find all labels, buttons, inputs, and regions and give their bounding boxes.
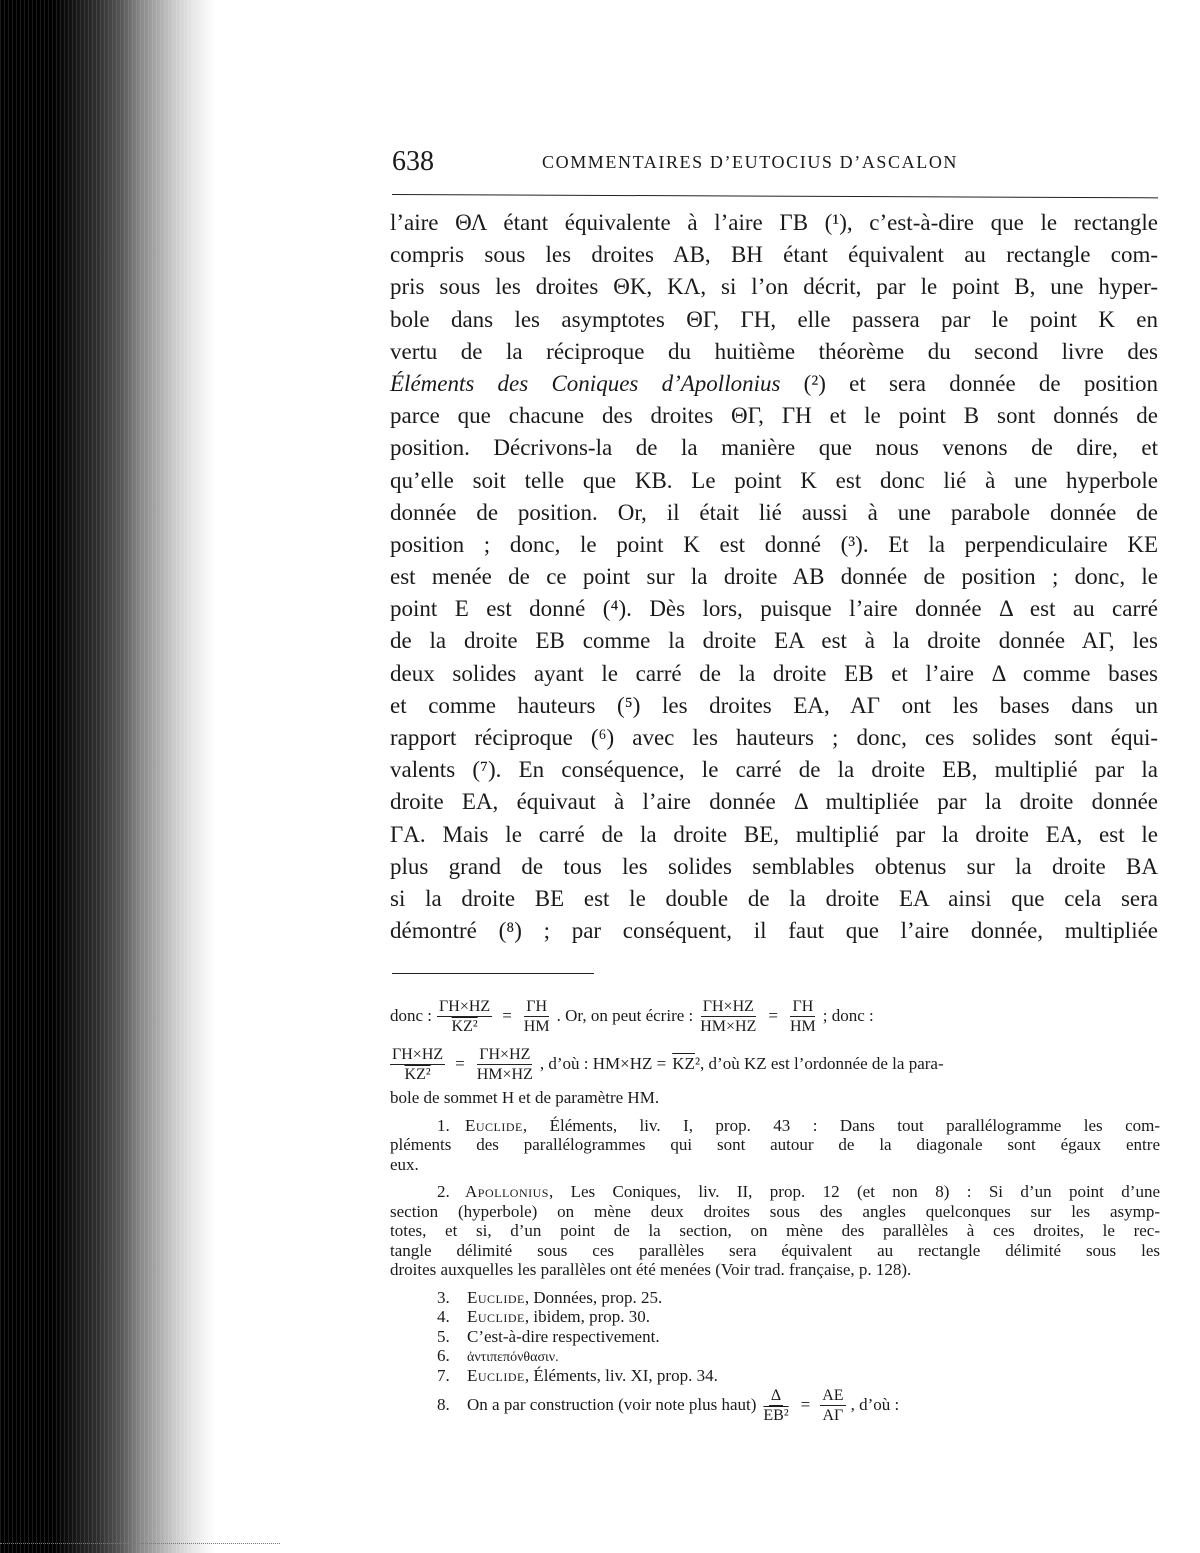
body-line: position ; donc, le point K est donné (³). Et la perpendiculaire KE [390, 531, 1158, 557]
fraction-numerator: ΓH [792, 997, 814, 1015]
footnote-2-line: tangle délimité sous ces parallèles sera équivalent au rectangle délimité sous les [390, 1240, 1160, 1260]
body-line: position. Décrivons-la de la manière que nous venons de dire, et [390, 435, 1158, 461]
footnote-number: 3. [437, 1287, 450, 1307]
running-title: COMMENTAIRES D’EUTOCIUS D’ASCALON [542, 152, 959, 172]
formula-text: donc : [390, 1006, 433, 1025]
body-line: droite EA, équivaut à l’aire donnée Δ multipliée par la droite donnée [390, 789, 1158, 815]
fraction-denominator: HM×HZ [700, 1017, 757, 1035]
book-title: Éléments des Coniques d’Apollonius [390, 370, 781, 396]
footnote-number: 4. [437, 1307, 450, 1326]
body-line: deux solides ayant le carré de la droite EB et l’aire Δ comme bases [390, 660, 1158, 686]
formula-kz-overline [672, 1054, 700, 1074]
footnote-2-line [390, 1182, 1160, 1202]
book-spine-shadow [0, 0, 215, 1553]
fraction-denominator: EB² [763, 1406, 789, 1424]
body-line: qu’elle soit telle que KB. Le point K est donc lié à une hyperbole [390, 467, 1158, 493]
equals-sign: = [768, 1006, 778, 1025]
fraction [761, 1386, 790, 1425]
footnote-text: , Éléments, liv. XI, prop. 34. [524, 1365, 718, 1385]
footnote-number: 7. [437, 1365, 450, 1385]
footnotes [390, 992, 1160, 1425]
fraction [390, 1045, 445, 1084]
fraction [820, 1386, 845, 1425]
footnote-text: , d’où : [850, 1395, 900, 1414]
footnote-number: 6. [437, 1346, 450, 1365]
body-line: l’aire ΘΛ étant équivalente à l’aire ΓΒ (¹), c’est-à-dire que le rectangle [390, 210, 1158, 235]
page-number: 638 [392, 146, 434, 177]
body-text [390, 207, 1158, 947]
body-line: donnée de position. Or, il était lié aussi à une parabole donnée de [390, 499, 1158, 525]
fraction-denominator: HM [523, 1017, 550, 1035]
footnote-3 [390, 1288, 1160, 1308]
equals-sign: = [800, 1395, 811, 1414]
body-line: parce que chacune des droites ΘΓ, ΓH et le point B sont donnés de [390, 403, 1158, 429]
fraction [522, 997, 552, 1036]
body-line: est menée de ce point sur la droite AB donnée de position ; donc, le [390, 564, 1158, 590]
footnote-2-line: section (hyperbole) on mène deux droites sous des angles quelconques sur les asymp- [390, 1201, 1160, 1221]
footnote-text: C’est-à-dire respectivement. [467, 1326, 660, 1346]
body-line: et comme hauteurs (⁵) les droites EA, AΓ ont les bases dans un [390, 692, 1158, 718]
footnote-author: Euclide [467, 1287, 525, 1307]
body-line: démontré (⁸) ; par conséquent, il faut que l’aire donnée, multipliée [390, 918, 1158, 944]
fraction-numerator: ΓH×HZ [702, 997, 754, 1015]
footnote-text: , Données, prop. 25. [524, 1287, 663, 1307]
body-line: Éléments des Coniques d’Apollonius (²) et sera donnée de position [390, 370, 1159, 396]
footnote-text: , Éléments, liv. I, prop. 43 : Dans tout parallélogramme les com- [522, 1115, 1160, 1135]
fraction-numerator: ΓH×HZ [439, 997, 491, 1015]
footnote-2-line: droites auxquelles les parallèles ont été menées (Voir trad. française, p. 128). [390, 1260, 912, 1279]
formula-line-1 [390, 992, 1160, 1040]
footnote-greek-text: ἀντιπεπόνθασιν. [467, 1350, 559, 1365]
footnote-5 [390, 1327, 1160, 1347]
formula-text: , d’où : HM×HZ = [539, 1054, 667, 1073]
formula-continuation: bole de sommet H et de paramètre HM. [390, 1088, 660, 1107]
body-line: de la droite EB comme la droite EA est à la droite donnée AΓ, les [390, 628, 1158, 654]
body-line: rapport réciproque (⁶) avec les hauteurs ; donc, ces solides sont équi- [390, 725, 1158, 750]
fraction-numerator: Δ [770, 1386, 782, 1404]
fraction-denominator: HM×HZ [476, 1065, 533, 1083]
page-header [392, 146, 1158, 186]
fraction-denominator: KZ² [404, 1065, 431, 1083]
fraction [698, 997, 758, 1036]
fraction [475, 1045, 535, 1084]
fraction-numerator: ΓH [526, 997, 548, 1015]
body-line: ΓA. Mais le carré de la droite BE, multiplié par la droite EA, est le [390, 821, 1158, 847]
equals-sign: = [502, 1006, 512, 1025]
footnote-1-line [390, 1116, 1160, 1136]
fraction-denominator: KZ² [451, 1017, 478, 1035]
footnote-4 [390, 1307, 1160, 1327]
footnote-2-line: totes, et si, d’un point de la section, on mène des parallèles à ces droites, le rec- [390, 1221, 1160, 1240]
body-line: plus grand de tous les solides semblables obtenus sur la droite BA [390, 853, 1158, 879]
formula-kz: $\overline{KZ}$ [672, 1054, 695, 1073]
body-line: compris sous les droites AB, BH étant équivalent au rectangle com- [390, 242, 1158, 268]
body-line: pris sous les droites ΘK, KΛ, si l’on décrit, par le point B, une hyper- [390, 274, 1158, 300]
footnote-number: 5. [437, 1326, 450, 1346]
footnote-7 [390, 1366, 1160, 1386]
footnote-number: 1. [437, 1115, 450, 1135]
body-line: valents (⁷). En conséquence, le carré de la droite EB, multiplié par la [390, 757, 1158, 783]
fraction-numerator: ΓH×HZ [479, 1045, 531, 1063]
footnote-text: On a par construction (voir note plus haut) [467, 1395, 757, 1414]
footnote-author: Apollonius [465, 1182, 549, 1201]
formula-square: ² [694, 1054, 701, 1073]
body-line: vertu de la réciproque du huitième théorème du second livre des [390, 338, 1158, 364]
footnote-rule [392, 973, 594, 974]
footnote-author: Euclide [465, 1115, 523, 1135]
footnote-number: 2. [437, 1182, 450, 1201]
formula-text: , d’où KZ est l’ordonnée de la para- [700, 1054, 944, 1073]
body-line: si la droite BE est le double de la droite EA ainsi que cela sera [390, 885, 1158, 911]
fraction-numerator: ΓH×HZ [392, 1045, 444, 1063]
fraction-numerator: AE [822, 1386, 844, 1404]
footnote-1-line: eux. [390, 1154, 419, 1174]
formula-line-2 [390, 1040, 1160, 1088]
body-line: point E est donné (⁴). Dès lors, puisque l’aire donnée Δ est au carré [390, 596, 1158, 622]
fraction-denominator: AΓ [822, 1406, 844, 1424]
fraction-denominator: HM [789, 1017, 816, 1035]
footnote-text: , Les Coniques, liv. II, prop. 12 (et non 8) : Si d’un point d’une [548, 1182, 1160, 1201]
footnote-number: 8. [437, 1395, 450, 1414]
formula-text: . Or, on peut écrire : [556, 1006, 694, 1025]
footnote-6 [390, 1346, 1160, 1366]
fraction [437, 997, 492, 1036]
footnote-1-line: pléments des parallélogrammes qui sont autour de la diagonale sont égaux entre [390, 1135, 1160, 1154]
header-rule [392, 194, 1158, 198]
formula-text: ; donc : [822, 1006, 874, 1025]
footnote-text: , ibidem, prop. 30. [524, 1307, 651, 1326]
scan-edge-dots [0, 1543, 280, 1544]
equals-sign: = [455, 1054, 465, 1073]
footnote-author: Euclide [467, 1307, 525, 1326]
footnote-8 [390, 1385, 1160, 1425]
footnote-author: Euclide [467, 1365, 525, 1385]
body-line: bole dans les asymptotes ΘΓ, ΓH, elle passera par le point K en [390, 306, 1158, 332]
fraction [788, 997, 818, 1036]
